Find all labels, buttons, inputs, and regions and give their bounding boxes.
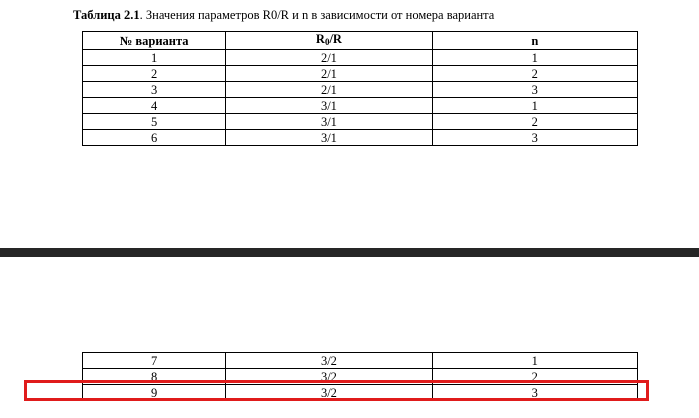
cell-variant: 4: [83, 98, 226, 114]
header-ratio-sub: 0: [324, 37, 330, 47]
cell-ratio: 3/2: [226, 353, 432, 369]
cell-variant: 6: [83, 130, 226, 146]
cell-variant: 1: [83, 50, 226, 66]
cell-ratio: 2/1: [226, 66, 432, 82]
cell-variant: 3: [83, 82, 226, 98]
table-row: [83, 50, 638, 66]
cell-n: 1: [432, 353, 637, 369]
table-caption: [73, 7, 494, 23]
cell-variant: 2: [83, 66, 226, 82]
cell-n: 3: [432, 82, 637, 98]
table-header-row: [83, 32, 638, 50]
cell-n: 1: [432, 98, 637, 114]
table-body-page1: [83, 50, 638, 146]
cell-ratio: 3/1: [226, 114, 432, 130]
header-ratio: [226, 32, 432, 50]
cell-ratio: 3/1: [226, 98, 432, 114]
row-highlight-box: [24, 380, 649, 401]
cell-n: 2: [432, 66, 637, 82]
cell-n: 2: [432, 369, 637, 385]
table-row: [83, 114, 638, 130]
table-row: [83, 130, 638, 146]
header-ratio-main: R: [315, 32, 325, 46]
cell-ratio: 2/1: [226, 82, 432, 98]
cell-ratio: 3/2: [226, 369, 432, 385]
variants-table: [82, 31, 638, 146]
cell-variant: 5: [83, 114, 226, 130]
header-variant: № варианта: [83, 32, 226, 50]
cell-variant: 8: [83, 369, 226, 385]
header-n: n: [432, 32, 637, 50]
caption-label: Таблица 2.1: [73, 8, 140, 22]
table-row: [83, 353, 638, 369]
page-separator: [0, 248, 699, 257]
cell-n: 3: [432, 385, 637, 401]
cell-n: 1: [432, 50, 637, 66]
cell-ratio: 3/2: [226, 385, 432, 401]
table-row: [83, 66, 638, 82]
caption-text: . Значения параметров R0/R и n в зависимости от номера варианта: [139, 8, 495, 22]
table-row: [83, 98, 638, 114]
cell-variant: 9: [83, 385, 226, 401]
cell-variant: 7: [83, 353, 226, 369]
table-row: [83, 82, 638, 98]
cell-n: 2: [432, 114, 637, 130]
cell-ratio: 2/1: [226, 50, 432, 66]
cell-n: 3: [432, 130, 637, 146]
cell-ratio: 3/1: [226, 130, 432, 146]
header-ratio-rest: /R: [329, 32, 342, 46]
